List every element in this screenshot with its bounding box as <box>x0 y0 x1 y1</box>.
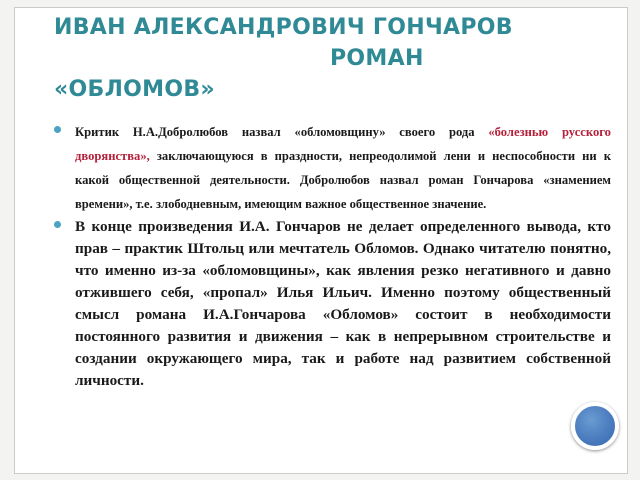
bullet-item-dobrolyubov <box>53 120 611 216</box>
title-line-work: «ОБЛОМОВ» <box>54 77 215 102</box>
bullet-text-start: Критик Н.А.Добролюбов назвал «обломовщину» своего рода <box>75 125 489 139</box>
bullet-highlight-text: «болезнью русского дворянства», <box>75 125 611 163</box>
title-line-author: ИВАН АЛЕКСАНДРОВИЧ ГОНЧАРОВ <box>54 15 513 40</box>
title-line-genre: РОМАН <box>330 46 424 71</box>
bullet-text: В конце произведения И.А. Гончаров не делает определенного вывода, кто прав – практик Штольц или мечтатель Обломов. Однако читателю понятно, что именно из-за «обломовщины», как явления резко негативного и давно отжившего себя, «пропал» Илья Ильич. Именно поэтому общественный смысл романа И.А.Гончарова «Обломов» состоит в необходимости постоянного развития и движения – как в непрерывном строительстве и создании окружающего мира, так и работе над развитием собственной личности. <box>75 218 611 389</box>
slide-content <box>53 120 611 392</box>
bullet-text-end: заключающуюся в праздности, непреодолимой лени и неспособности ни к какой общественной деятельности. Добролюбов назвал роман Гончарова «знамением времени», т.е. злободневным, имеющим важное общественное значение. <box>75 149 611 211</box>
slide-title <box>54 12 634 105</box>
decorative-circle-icon <box>571 402 619 450</box>
bullet-dot-icon <box>54 221 61 228</box>
bullet-dot-icon <box>54 126 61 133</box>
bullet-item-conclusion <box>53 216 611 392</box>
slide-frame <box>14 7 628 474</box>
